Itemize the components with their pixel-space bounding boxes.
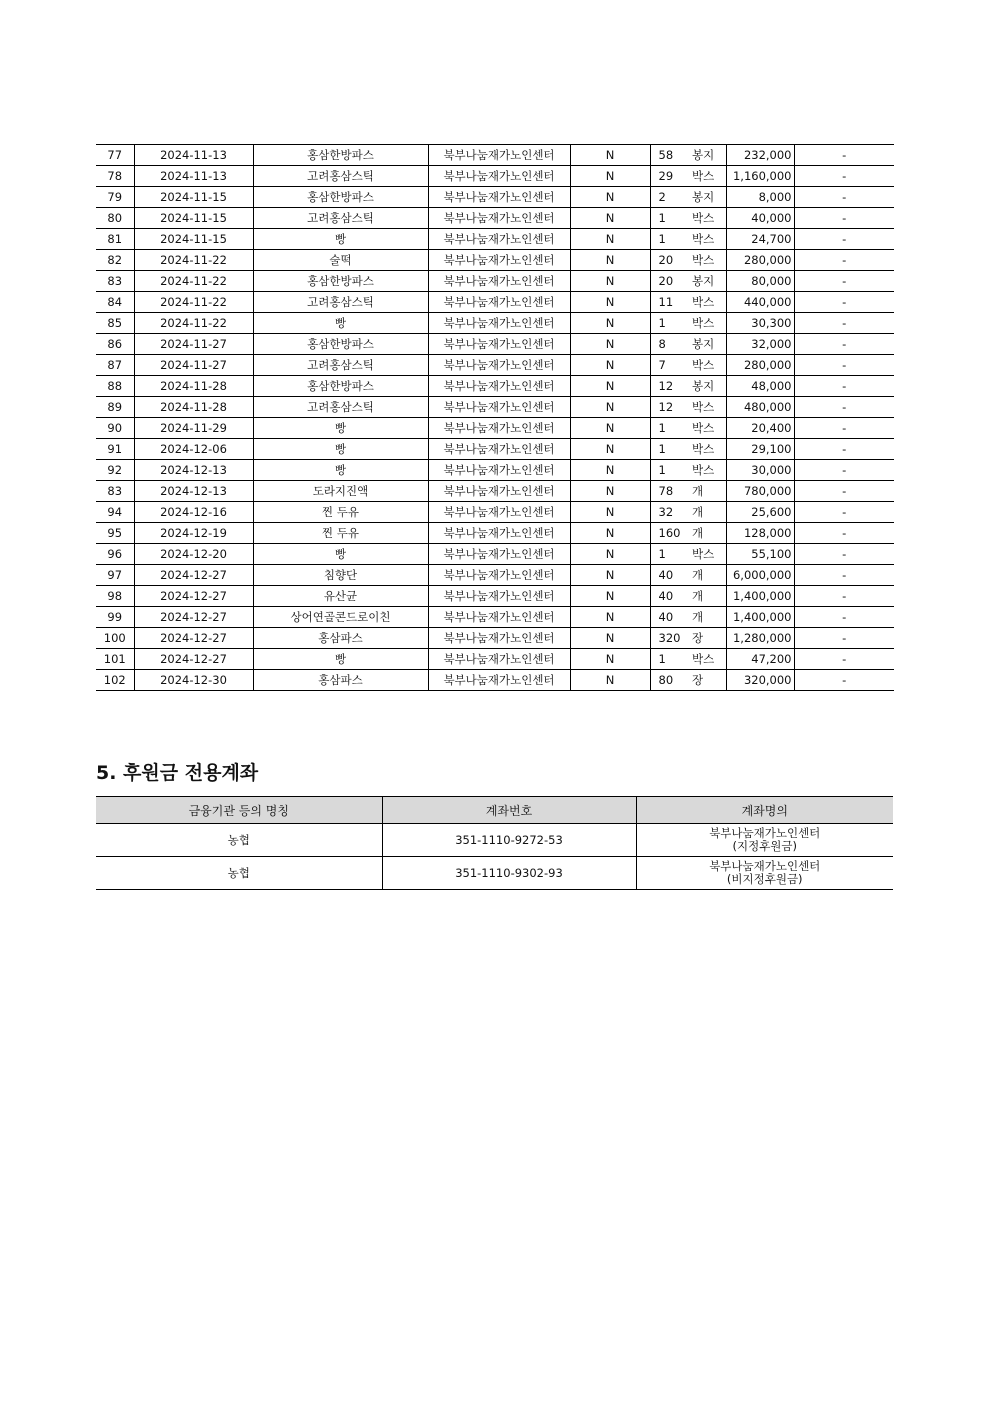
quantity-unit: 박스	[688, 208, 726, 229]
item-name: 도라지진액	[253, 481, 428, 502]
row-number: 82	[96, 250, 134, 271]
donation-date: 2024-12-06	[134, 439, 253, 460]
amount: 280,000	[726, 355, 794, 376]
quantity: 29	[650, 166, 688, 187]
donation-date: 2024-12-27	[134, 586, 253, 607]
designation-flag: N	[570, 607, 650, 628]
note: -	[794, 670, 894, 691]
recipient-name: 북부나눔재가노인센터	[428, 250, 570, 271]
item-name: 침향단	[253, 565, 428, 586]
quantity-unit: 개	[688, 502, 726, 523]
quantity: 8	[650, 334, 688, 355]
donation-account-table	[96, 796, 893, 890]
donation-date: 2024-11-22	[134, 271, 253, 292]
donation-date: 2024-11-22	[134, 292, 253, 313]
amount: 320,000	[726, 670, 794, 691]
donation-date: 2024-11-27	[134, 355, 253, 376]
donation-date: 2024-11-28	[134, 376, 253, 397]
account-holder-name: 북부나눔재가노인센터	[709, 826, 821, 840]
item-name: 홍삼파스	[253, 670, 428, 691]
designation-flag: N	[570, 292, 650, 313]
recipient-name: 북부나눔재가노인센터	[428, 397, 570, 418]
item-name: 빵	[253, 439, 428, 460]
quantity-unit: 장	[688, 628, 726, 649]
donation-date: 2024-12-13	[134, 481, 253, 502]
amount: 480,000	[726, 397, 794, 418]
designation-flag: N	[570, 460, 650, 481]
row-number: 83	[96, 271, 134, 292]
recipient-name: 북부나눔재가노인센터	[428, 418, 570, 439]
quantity-unit: 박스	[688, 250, 726, 271]
designation-flag: N	[570, 229, 650, 250]
designation-flag: N	[570, 481, 650, 502]
quantity-unit: 박스	[688, 166, 726, 187]
quantity: 12	[650, 397, 688, 418]
amount: 1,280,000	[726, 628, 794, 649]
row-number: 89	[96, 397, 134, 418]
quantity-unit: 개	[688, 481, 726, 502]
recipient-name: 북부나눔재가노인센터	[428, 439, 570, 460]
quantity-unit: 봉지	[688, 145, 726, 166]
quantity: 40	[650, 565, 688, 586]
account-row	[96, 857, 893, 890]
note: -	[794, 187, 894, 208]
recipient-name: 북부나눔재가노인센터	[428, 187, 570, 208]
quantity-unit: 개	[688, 523, 726, 544]
donation-date: 2024-12-13	[134, 460, 253, 481]
recipient-name: 북부나눔재가노인센터	[428, 145, 570, 166]
table-row	[96, 166, 894, 187]
recipient-name: 북부나눔재가노인센터	[428, 334, 570, 355]
quantity: 40	[650, 607, 688, 628]
section-title: 5. 후원금 전용계좌	[96, 762, 259, 784]
quantity-unit: 박스	[688, 439, 726, 460]
donation-date: 2024-11-15	[134, 229, 253, 250]
note: -	[794, 313, 894, 334]
row-number: 84	[96, 292, 134, 313]
quantity: 1	[650, 649, 688, 670]
item-name: 홍삼한방파스	[253, 271, 428, 292]
item-name: 고려홍삼스틱	[253, 397, 428, 418]
quantity: 7	[650, 355, 688, 376]
account-holder-name: 북부나눔재가노인센터	[709, 859, 821, 873]
table-row	[96, 271, 894, 292]
donation-date: 2024-11-13	[134, 166, 253, 187]
note: -	[794, 523, 894, 544]
note: -	[794, 355, 894, 376]
quantity-unit: 박스	[688, 418, 726, 439]
table-row	[96, 460, 894, 481]
quantity-unit: 박스	[688, 460, 726, 481]
row-number: 92	[96, 460, 134, 481]
item-name: 빵	[253, 313, 428, 334]
note: -	[794, 250, 894, 271]
amount: 30,000	[726, 460, 794, 481]
item-name: 홍삼파스	[253, 628, 428, 649]
row-number: 79	[96, 187, 134, 208]
designation-flag: N	[570, 670, 650, 691]
quantity: 11	[650, 292, 688, 313]
row-number: 95	[96, 523, 134, 544]
amount: 128,000	[726, 523, 794, 544]
row-number: 83	[96, 481, 134, 502]
donation-date: 2024-12-30	[134, 670, 253, 691]
donation-date: 2024-11-15	[134, 208, 253, 229]
note: -	[794, 649, 894, 670]
donation-items-table	[96, 144, 894, 691]
table-row	[96, 376, 894, 397]
quantity-unit: 개	[688, 586, 726, 607]
table-row	[96, 439, 894, 460]
donation-date: 2024-12-20	[134, 544, 253, 565]
designation-flag: N	[570, 166, 650, 187]
amount: 1,160,000	[726, 166, 794, 187]
account-holder-type: (비지정후원금)	[726, 872, 803, 886]
row-number: 80	[96, 208, 134, 229]
row-number: 99	[96, 607, 134, 628]
donation-date: 2024-12-27	[134, 628, 253, 649]
designation-flag: N	[570, 628, 650, 649]
donation-date: 2024-11-15	[134, 187, 253, 208]
item-name: 고려홍삼스틱	[253, 208, 428, 229]
note: -	[794, 376, 894, 397]
quantity-unit: 박스	[688, 544, 726, 565]
quantity-unit: 개	[688, 607, 726, 628]
quantity-unit: 봉지	[688, 334, 726, 355]
recipient-name: 북부나눔재가노인센터	[428, 586, 570, 607]
item-name: 홍삼한방파스	[253, 334, 428, 355]
quantity: 40	[650, 586, 688, 607]
item-name: 빵	[253, 544, 428, 565]
donation-date: 2024-11-27	[134, 334, 253, 355]
row-number: 97	[96, 565, 134, 586]
note: -	[794, 418, 894, 439]
note: -	[794, 628, 894, 649]
donation-date: 2024-11-13	[134, 145, 253, 166]
item-name: 찐 두유	[253, 502, 428, 523]
item-name: 상어연골콘드로이친	[253, 607, 428, 628]
recipient-name: 북부나눔재가노인센터	[428, 481, 570, 502]
recipient-name: 북부나눔재가노인센터	[428, 166, 570, 187]
table-row	[96, 502, 894, 523]
table-row	[96, 565, 894, 586]
recipient-name: 북부나눔재가노인센터	[428, 271, 570, 292]
donation-table-body	[96, 145, 894, 691]
row-number: 101	[96, 649, 134, 670]
table-row	[96, 229, 894, 250]
table-row	[96, 313, 894, 334]
donation-date: 2024-12-16	[134, 502, 253, 523]
amount: 80,000	[726, 271, 794, 292]
quantity: 1	[650, 229, 688, 250]
quantity: 1	[650, 439, 688, 460]
account-table-header-row	[96, 797, 893, 824]
quantity-unit: 개	[688, 565, 726, 586]
table-row	[96, 544, 894, 565]
quantity: 320	[650, 628, 688, 649]
row-number: 88	[96, 376, 134, 397]
item-name: 홍삼한방파스	[253, 187, 428, 208]
note: -	[794, 208, 894, 229]
row-number: 98	[96, 586, 134, 607]
amount: 232,000	[726, 145, 794, 166]
row-number: 96	[96, 544, 134, 565]
quantity-unit: 봉지	[688, 187, 726, 208]
item-name: 고려홍삼스틱	[253, 166, 428, 187]
note: -	[794, 544, 894, 565]
table-row	[96, 250, 894, 271]
row-number: 86	[96, 334, 134, 355]
bank-name: 농협	[96, 857, 382, 890]
table-row	[96, 334, 894, 355]
designation-flag: N	[570, 376, 650, 397]
row-number: 90	[96, 418, 134, 439]
quantity: 58	[650, 145, 688, 166]
header-bank-name: 금융기관 등의 명칭	[96, 797, 382, 824]
quantity: 1	[650, 313, 688, 334]
header-account-number: 계좌번호	[382, 797, 636, 824]
table-row	[96, 397, 894, 418]
account-holder	[636, 824, 893, 857]
quantity-unit: 박스	[688, 313, 726, 334]
amount: 780,000	[726, 481, 794, 502]
recipient-name: 북부나눔재가노인센터	[428, 208, 570, 229]
note: -	[794, 145, 894, 166]
quantity: 32	[650, 502, 688, 523]
row-number: 81	[96, 229, 134, 250]
note: -	[794, 292, 894, 313]
designation-flag: N	[570, 586, 650, 607]
quantity: 20	[650, 250, 688, 271]
donation-date: 2024-11-22	[134, 250, 253, 271]
row-number: 87	[96, 355, 134, 376]
row-number: 91	[96, 439, 134, 460]
row-number: 77	[96, 145, 134, 166]
amount: 30,300	[726, 313, 794, 334]
note: -	[794, 271, 894, 292]
table-row	[96, 145, 894, 166]
note: -	[794, 502, 894, 523]
table-row	[96, 481, 894, 502]
designation-flag: N	[570, 187, 650, 208]
note: -	[794, 166, 894, 187]
designation-flag: N	[570, 334, 650, 355]
designation-flag: N	[570, 208, 650, 229]
recipient-name: 북부나눔재가노인센터	[428, 607, 570, 628]
amount: 29,100	[726, 439, 794, 460]
recipient-name: 북부나눔재가노인센터	[428, 229, 570, 250]
item-name: 빵	[253, 418, 428, 439]
table-row	[96, 187, 894, 208]
quantity-unit: 봉지	[688, 376, 726, 397]
amount: 55,100	[726, 544, 794, 565]
amount: 8,000	[726, 187, 794, 208]
note: -	[794, 229, 894, 250]
donation-date: 2024-12-19	[134, 523, 253, 544]
amount: 280,000	[726, 250, 794, 271]
designation-flag: N	[570, 649, 650, 670]
account-row	[96, 824, 893, 857]
table-row	[96, 355, 894, 376]
item-name: 유산균	[253, 586, 428, 607]
donation-date: 2024-12-27	[134, 565, 253, 586]
quantity-unit: 박스	[688, 649, 726, 670]
item-name: 빵	[253, 649, 428, 670]
note: -	[794, 607, 894, 628]
donation-date: 2024-11-29	[134, 418, 253, 439]
quantity-unit: 장	[688, 670, 726, 691]
designation-flag: N	[570, 439, 650, 460]
designation-flag: N	[570, 502, 650, 523]
row-number: 78	[96, 166, 134, 187]
designation-flag: N	[570, 145, 650, 166]
row-number: 100	[96, 628, 134, 649]
quantity: 1	[650, 208, 688, 229]
designation-flag: N	[570, 544, 650, 565]
quantity: 78	[650, 481, 688, 502]
amount: 47,200	[726, 649, 794, 670]
quantity-unit: 박스	[688, 229, 726, 250]
amount: 24,700	[726, 229, 794, 250]
account-holder	[636, 857, 893, 890]
amount: 6,000,000	[726, 565, 794, 586]
amount: 440,000	[726, 292, 794, 313]
table-row	[96, 607, 894, 628]
recipient-name: 북부나눔재가노인센터	[428, 460, 570, 481]
quantity: 1	[650, 544, 688, 565]
recipient-name: 북부나눔재가노인센터	[428, 628, 570, 649]
quantity: 2	[650, 187, 688, 208]
row-number: 94	[96, 502, 134, 523]
table-row	[96, 208, 894, 229]
designation-flag: N	[570, 313, 650, 334]
table-row	[96, 670, 894, 691]
note: -	[794, 481, 894, 502]
quantity-unit: 박스	[688, 355, 726, 376]
recipient-name: 북부나눔재가노인센터	[428, 376, 570, 397]
quantity-unit: 박스	[688, 292, 726, 313]
designation-flag: N	[570, 271, 650, 292]
quantity-unit: 박스	[688, 397, 726, 418]
designation-flag: N	[570, 523, 650, 544]
amount: 40,000	[726, 208, 794, 229]
table-row	[96, 586, 894, 607]
item-name: 홍삼한방파스	[253, 376, 428, 397]
quantity: 1	[650, 460, 688, 481]
quantity: 12	[650, 376, 688, 397]
donation-date: 2024-12-27	[134, 607, 253, 628]
designation-flag: N	[570, 355, 650, 376]
designation-flag: N	[570, 250, 650, 271]
note: -	[794, 439, 894, 460]
note: -	[794, 586, 894, 607]
header-account-holder: 계좌명의	[636, 797, 893, 824]
table-row	[96, 649, 894, 670]
quantity: 1	[650, 418, 688, 439]
recipient-name: 북부나눔재가노인센터	[428, 292, 570, 313]
note: -	[794, 565, 894, 586]
item-name: 고려홍삼스틱	[253, 355, 428, 376]
row-number: 85	[96, 313, 134, 334]
recipient-name: 북부나눔재가노인센터	[428, 523, 570, 544]
quantity: 80	[650, 670, 688, 691]
donation-date: 2024-11-22	[134, 313, 253, 334]
row-number: 102	[96, 670, 134, 691]
quantity: 20	[650, 271, 688, 292]
table-row	[96, 292, 894, 313]
donation-date: 2024-11-28	[134, 397, 253, 418]
item-name: 고려홍삼스틱	[253, 292, 428, 313]
account-holder-type: (지정후원금)	[732, 839, 798, 853]
recipient-name: 북부나눔재가노인센터	[428, 649, 570, 670]
amount: 1,400,000	[726, 607, 794, 628]
table-row	[96, 628, 894, 649]
recipient-name: 북부나눔재가노인센터	[428, 565, 570, 586]
item-name: 빵	[253, 229, 428, 250]
designation-flag: N	[570, 565, 650, 586]
table-row	[96, 523, 894, 544]
bank-name: 농협	[96, 824, 382, 857]
designation-flag: N	[570, 397, 650, 418]
recipient-name: 북부나눔재가노인센터	[428, 355, 570, 376]
account-number: 351-1110-9302-93	[382, 857, 636, 890]
recipient-name: 북부나눔재가노인센터	[428, 313, 570, 334]
recipient-name: 북부나눔재가노인센터	[428, 544, 570, 565]
note: -	[794, 397, 894, 418]
account-number: 351-1110-9272-53	[382, 824, 636, 857]
note: -	[794, 460, 894, 481]
item-name: 술떡	[253, 250, 428, 271]
item-name: 홍삼한방파스	[253, 145, 428, 166]
item-name: 찐 두유	[253, 523, 428, 544]
quantity: 160	[650, 523, 688, 544]
amount: 25,600	[726, 502, 794, 523]
recipient-name: 북부나눔재가노인센터	[428, 502, 570, 523]
amount: 32,000	[726, 334, 794, 355]
item-name: 빵	[253, 460, 428, 481]
recipient-name: 북부나눔재가노인센터	[428, 670, 570, 691]
amount: 20,400	[726, 418, 794, 439]
amount: 48,000	[726, 376, 794, 397]
donation-date: 2024-12-27	[134, 649, 253, 670]
table-row	[96, 418, 894, 439]
note: -	[794, 334, 894, 355]
designation-flag: N	[570, 418, 650, 439]
quantity-unit: 봉지	[688, 271, 726, 292]
amount: 1,400,000	[726, 586, 794, 607]
